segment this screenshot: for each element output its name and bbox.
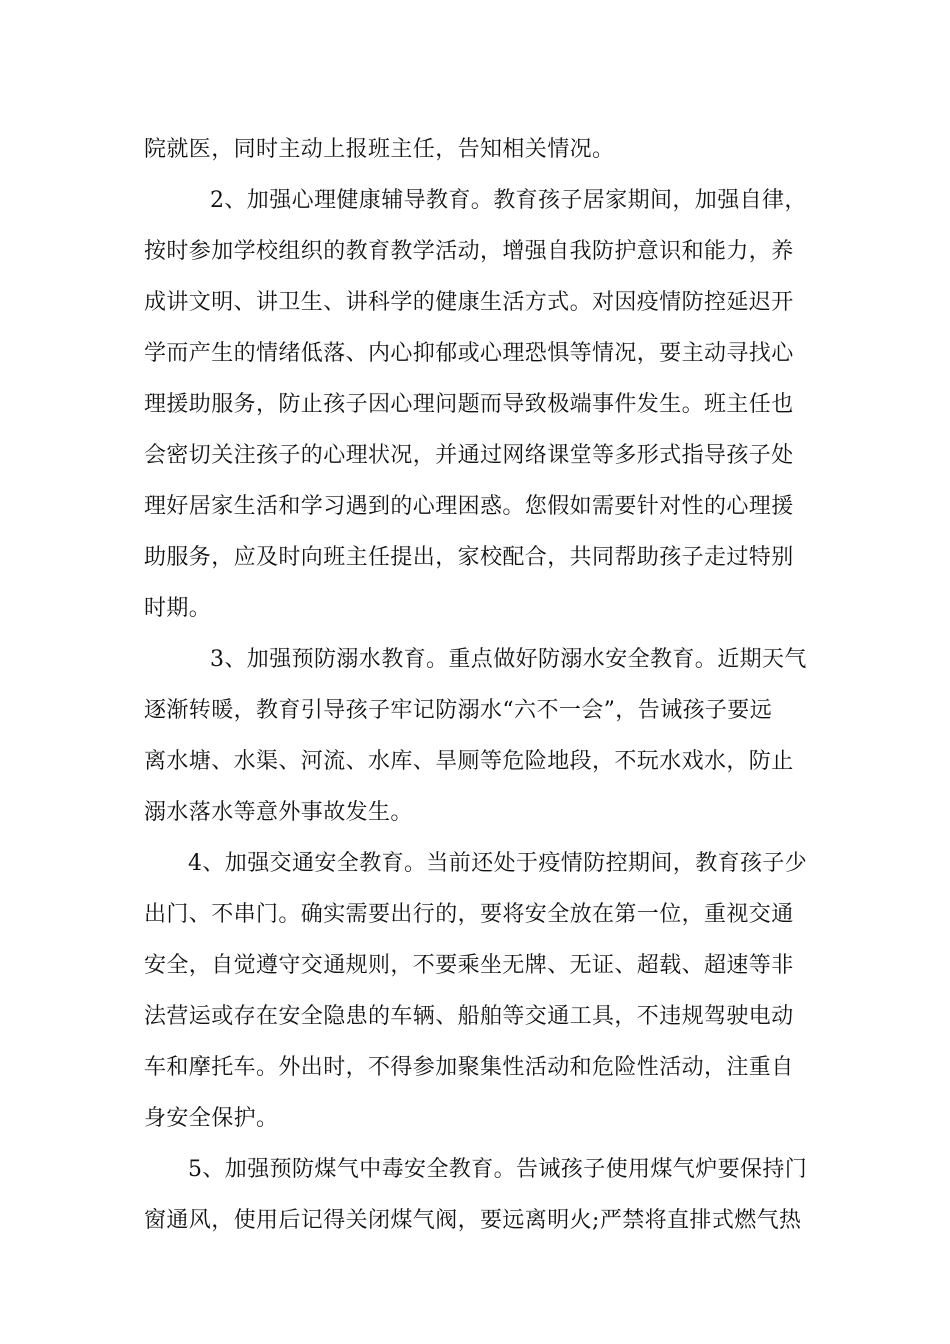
paragraph-5-line-2: 窗通风，使用后记得关闭煤气阀，要远离明火;严禁将直排式燃气热 <box>144 1208 802 1233</box>
paragraph-4-line-6: 身安全保护。 <box>144 1106 279 1131</box>
paragraph-5-line-1: 5、加强预防煤气中毒安全教育。告诫孩子使用煤气炉要保持门 <box>188 1157 808 1182</box>
paragraph-1-line-1: 院就医，同时主动上报班主任，告知相关情况。 <box>144 137 615 162</box>
paragraph-4-line-3: 安全，自觉遵守交通规则，不要乘坐无牌、无证、超载、超速等非 <box>144 953 794 978</box>
paragraph-2-line-7: 理好居家生活和学习遇到的心理困惑。您假如需要针对性的心理援 <box>144 494 794 519</box>
paragraph-2-line-2: 按时参加学校组织的教育教学活动，增强自我防护意识和能力，养 <box>144 239 794 264</box>
paragraph-2-line-9: 时期。 <box>144 596 212 621</box>
paragraph-4-line-2: 出门、不串门。确实需要出行的，要将安全放在第一位，重视交通 <box>144 902 794 927</box>
paragraph-3-line-4: 溺水落水等意外事故发生。 <box>144 800 413 825</box>
paragraph-3-line-2: 逐渐转暖，教育引导孩子牢记防溺水“六不一会”，告诫孩子要远 <box>144 698 773 723</box>
paragraph-2-line-4: 学而产生的情绪低落、内心抑郁或心理恐惧等情况，要主动寻找心 <box>144 341 794 366</box>
paragraph-4-line-5: 车和摩托车。外出时，不得参加聚集性活动和危险性活动，注重自 <box>144 1055 794 1080</box>
paragraph-3-line-1: 3、加强预防溺水教育。重点做好防溺水安全教育。近期天气 <box>210 647 807 672</box>
paragraph-2-line-3: 成讲文明、讲卫生、讲科学的健康生活方式。对因疫情防控延迟开 <box>144 290 794 315</box>
paragraph-2-line-8: 助服务，应及时向班主任提出，家校配合，共同帮助孩子走过特别 <box>144 545 794 570</box>
paragraph-4-line-4: 法营运或存在安全隐患的车辆、船舶等交通工具，不违规驾驶电动 <box>144 1004 794 1029</box>
paragraph-3-line-3: 离水塘、水渠、河流、水库、旱厕等危险地段，不玩水戏水，防止 <box>144 749 794 774</box>
paragraph-2-line-6: 会密切关注孩子的心理状况，并通过网络课堂等多形式指导孩子处 <box>144 443 794 468</box>
paragraph-2-line-1: 2、加强心理健康辅导教育。教育孩子居家期间，加强自律， <box>210 188 807 213</box>
paragraph-4-line-1: 4、加强交通安全教育。当前还处于疫情防控期间，教育孩子少 <box>188 851 808 876</box>
paragraph-2-line-5: 理援助服务，防止孩子因心理问题而导致极端事件发生。班主任也 <box>144 392 794 417</box>
